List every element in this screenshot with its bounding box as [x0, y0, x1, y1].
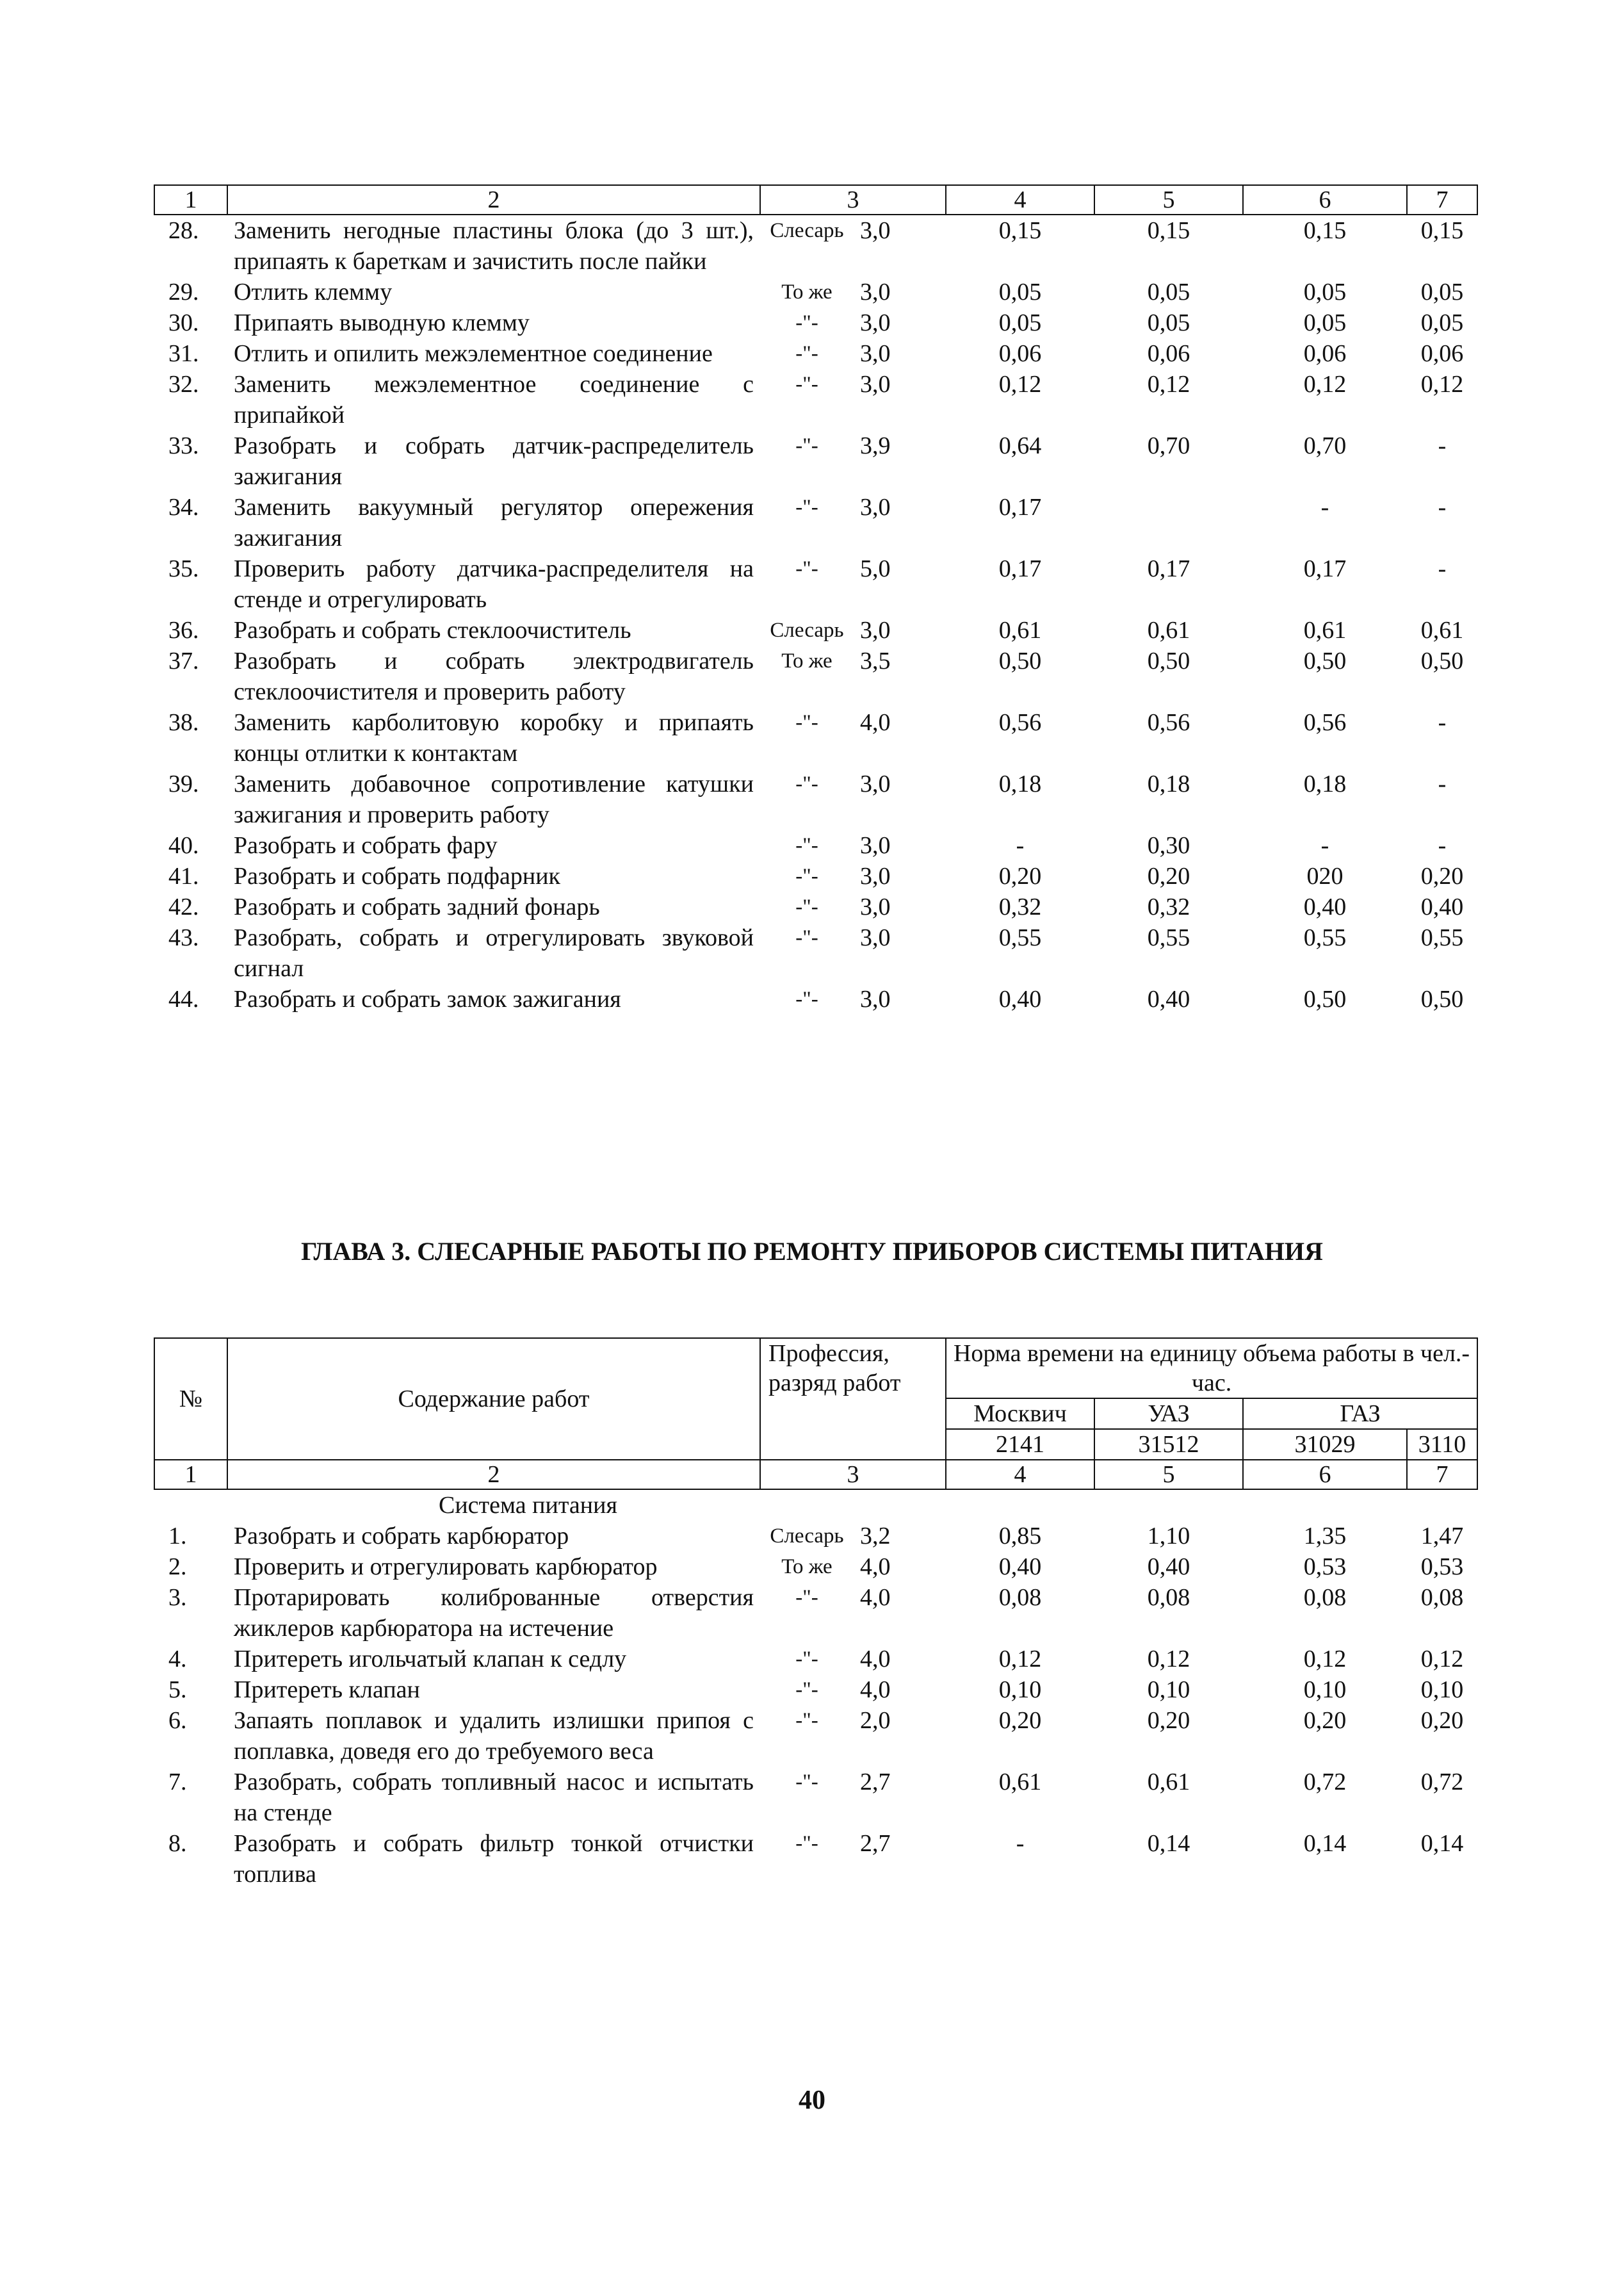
row-number: 42.	[168, 894, 199, 920]
norm-value: 0,61	[1147, 1769, 1190, 1795]
norm-value: 0,10	[998, 1676, 1042, 1703]
profession: Слесарь	[770, 219, 844, 242]
norm-value: 0,18	[1147, 771, 1190, 797]
work-description: Разобрать и собрать электродвигатель стеклоочистителя и проверить работу	[234, 648, 754, 705]
norm-value: 0,40	[998, 1553, 1042, 1580]
work-description: Заменить карболитовую коробку и припаять концы отлитки к контактам	[234, 709, 754, 767]
grade: 4,0	[860, 1646, 891, 1672]
table-row	[154, 1644, 1477, 1674]
profession: Слесарь	[770, 1524, 844, 1548]
section-title: Система питания	[439, 1492, 617, 1519]
norm-value: 0,55	[998, 924, 1042, 951]
profession: -"-	[795, 1832, 818, 1855]
table-row	[154, 307, 1477, 338]
norm-value: 0,61	[1147, 617, 1190, 644]
work-description: Заменить межэлементное соединение с припайкой	[234, 371, 754, 429]
table-row	[154, 1705, 1477, 1767]
row-number: 33.	[168, 432, 199, 459]
row-number: 3.	[168, 1584, 187, 1611]
header-uaz-model: 31512	[1094, 1429, 1243, 1460]
norm-value: 0,15	[998, 217, 1042, 244]
table-row	[154, 430, 1477, 492]
row-number: 40.	[168, 832, 199, 859]
norm-value: 0,40	[1147, 986, 1190, 1013]
norm-value: 0,72	[1420, 1769, 1464, 1795]
section-row	[154, 1489, 1477, 1521]
grade: 3,0	[860, 309, 891, 336]
row-number: 34.	[168, 494, 199, 521]
norm-value: 0,20	[998, 1707, 1042, 1734]
norm-value: 1,10	[1147, 1523, 1190, 1549]
work-description: Разобрать, собрать топливный насос и испытать на стенде	[234, 1769, 754, 1826]
profession: -"-	[795, 926, 818, 949]
grade: 4,0	[860, 709, 891, 736]
profession: -"-	[795, 311, 818, 334]
table-row	[154, 277, 1477, 307]
grade: 3,0	[860, 340, 891, 367]
row-number: 7.	[168, 1769, 187, 1795]
norm-value: 0,85	[998, 1523, 1042, 1549]
grade: 4,0	[860, 1676, 891, 1703]
grade: 4,0	[860, 1553, 891, 1580]
norm-value: 0,05	[1147, 279, 1190, 306]
col-number: 2	[227, 185, 760, 215]
table-row	[154, 553, 1477, 615]
norm-value: 0,18	[998, 771, 1042, 797]
norm-value: 0,20	[1147, 1707, 1190, 1734]
table-row	[154, 1582, 1477, 1644]
header-norm: Норма времени на единицу объема работы в чел.-час.	[946, 1338, 1477, 1398]
table-row	[154, 830, 1477, 861]
norm-value: -	[1016, 832, 1025, 859]
norm-value: 0,72	[1303, 1769, 1347, 1795]
norm-value: 0,17	[1147, 555, 1190, 582]
row-number: 44.	[168, 986, 199, 1013]
header-profession: Профессия, разряд работ	[760, 1338, 946, 1460]
header-gaz-model-1: 31029	[1243, 1429, 1407, 1460]
table-row	[154, 707, 1477, 769]
work-description: Заменить вакуумный регулятор опережения зажигания	[234, 494, 754, 552]
col-number: 5	[1094, 1460, 1243, 1489]
work-description: Разобрать и собрать карбюратор	[234, 1523, 569, 1549]
work-description: Разобрать, собрать и отрегулировать звуковой сигнал	[234, 924, 754, 982]
profession: -"-	[795, 557, 818, 580]
table-row	[154, 892, 1477, 922]
norm-value: 0,61	[998, 617, 1042, 644]
profession: -"-	[795, 711, 818, 734]
norm-value: 0,61	[998, 1769, 1042, 1795]
norm-value: 0,20	[998, 863, 1042, 890]
row-number: 30.	[168, 309, 199, 336]
norm-value: 0,55	[1147, 924, 1190, 951]
col-number: 4	[946, 185, 1094, 215]
row-number: 31.	[168, 340, 199, 367]
norm-value: -	[1438, 771, 1447, 797]
grade: 3,0	[860, 217, 891, 244]
row-number: 35.	[168, 555, 199, 582]
norm-value: 0,12	[1147, 371, 1190, 398]
norm-value: 0,05	[1147, 309, 1190, 336]
norm-value: 0,50	[1420, 648, 1464, 674]
norm-value: -	[1438, 832, 1447, 859]
profession: -"-	[795, 1586, 818, 1609]
norm-value: 0,15	[1420, 217, 1464, 244]
row-number: 4.	[168, 1646, 187, 1672]
header-uaz: УАЗ	[1094, 1398, 1243, 1429]
table-row	[154, 615, 1477, 646]
profession: -"-	[795, 434, 818, 457]
table-row	[154, 1767, 1477, 1828]
norm-value: -	[1016, 1830, 1025, 1857]
work-description: Заменить негодные пластины блока (до 3 шт.), припаять к бареткам и зачистить после пайки	[234, 217, 754, 275]
table-row	[154, 492, 1477, 553]
norm-value: 0,53	[1420, 1553, 1464, 1580]
norm-value: 0,12	[1147, 1646, 1190, 1672]
grade: 2,0	[860, 1707, 891, 1734]
table-row	[154, 1551, 1477, 1582]
work-description: Притереть игольчатый клапан к седлу	[234, 1646, 627, 1672]
grade: 3,0	[860, 279, 891, 306]
work-description: Протарировать колиброванные отверстия жиклеров карбюратора на истечение	[234, 1584, 754, 1642]
grade: 3,0	[860, 771, 891, 797]
profession: -"-	[795, 772, 818, 796]
table-row	[154, 1521, 1477, 1551]
page-number: 40	[799, 2086, 825, 2115]
norm-value: 1,47	[1420, 1523, 1464, 1549]
col-number: 3	[760, 1460, 946, 1489]
table-row	[154, 922, 1477, 984]
norm-value: 0,53	[1303, 1553, 1347, 1580]
row-number: 28.	[168, 217, 199, 244]
grade: 3,9	[860, 432, 891, 459]
row-number: 2.	[168, 1553, 187, 1580]
work-description: Разобрать и собрать задний фонарь	[234, 894, 600, 920]
norm-value: 0,50	[1147, 648, 1190, 674]
norm-value: 0,14	[1303, 1830, 1347, 1857]
norm-value: 0,50	[998, 648, 1042, 674]
table-row	[154, 1828, 1477, 1890]
grade: 2,7	[860, 1830, 891, 1857]
norm-value: 0,50	[1420, 986, 1464, 1013]
norm-value: 0,18	[1303, 771, 1347, 797]
grade: 3,5	[860, 648, 891, 674]
norm-value: 0,55	[1303, 924, 1347, 951]
norm-value: 0,05	[998, 309, 1042, 336]
profession: -"-	[795, 988, 818, 1011]
row-number: 41.	[168, 863, 199, 890]
norm-value: 0,56	[1147, 709, 1190, 736]
row-number: 43.	[168, 924, 199, 951]
table-row	[154, 984, 1477, 1015]
work-description: Притереть клапан	[234, 1676, 420, 1703]
work-description: Разобрать и собрать замок зажигания	[234, 986, 621, 1013]
norm-value: 0,32	[998, 894, 1042, 920]
chapter-title: ГЛАВА 3. СЛЕСАРНЫЕ РАБОТЫ ПО РЕМОНТУ ПРИБОРОВ СИСТЕМЫ ПИТАНИЯ	[301, 1237, 1323, 1266]
header-row-1	[154, 1338, 1477, 1398]
work-description: Припаять выводную клемму	[234, 309, 530, 336]
work-description: Проверить работу датчика-распределителя на стенде и отрегулировать	[234, 555, 754, 613]
row-number: 29.	[168, 279, 199, 306]
norm-value: 0,17	[998, 494, 1042, 521]
norm-value: 0,20	[1420, 1707, 1464, 1734]
grade: 3,0	[860, 924, 891, 951]
col-number: 6	[1243, 1460, 1407, 1489]
grade: 5,0	[860, 555, 891, 582]
col-number: 7	[1407, 1460, 1477, 1489]
norm-value: 0,05	[1420, 309, 1464, 336]
norm-value: 0,17	[998, 555, 1042, 582]
work-description: Запаять поплавок и удалить излишки припоя с поплавка, доведя его до требуемого веса	[234, 1707, 754, 1765]
norm-value: 0,05	[998, 279, 1042, 306]
norm-value: 0,06	[1303, 340, 1347, 367]
row-number: 39.	[168, 771, 199, 797]
norm-value: 0,06	[998, 340, 1042, 367]
table-row	[154, 769, 1477, 830]
header-gaz-model-2: 3110	[1407, 1429, 1477, 1460]
norm-value: 0,12	[998, 371, 1042, 398]
col-number: 3	[760, 185, 946, 215]
row-number: 36.	[168, 617, 199, 644]
norm-value: 0,06	[1420, 340, 1464, 367]
norm-value: 0,12	[1420, 1646, 1464, 1672]
norm-value: -	[1320, 832, 1329, 859]
norm-value: -	[1438, 555, 1447, 582]
grade: 4,0	[860, 1584, 891, 1611]
work-description: Разобрать и собрать стеклоочиститель	[234, 617, 631, 644]
row-number: 8.	[168, 1830, 187, 1857]
norm-value: 0,30	[1147, 832, 1190, 859]
norm-value: 0,56	[998, 709, 1042, 736]
norm-value: 0,12	[1303, 371, 1347, 398]
row-number: 1.	[168, 1523, 187, 1549]
norm-value: 0,64	[998, 432, 1042, 459]
norm-value: 0,14	[1420, 1830, 1464, 1857]
column-number-row	[154, 1460, 1477, 1489]
norm-value: 0,08	[1147, 1584, 1190, 1611]
work-description: Разобрать и собрать датчик-распределитель зажигания	[234, 432, 754, 490]
work-description: Разобрать и собрать фильтр тонкой отчистки топлива	[234, 1830, 754, 1888]
norm-value: 0,14	[1147, 1830, 1190, 1857]
header-moskvich: Москвич	[946, 1398, 1094, 1429]
norm-value: 0,20	[1420, 863, 1464, 890]
row-number: 38.	[168, 709, 199, 736]
header-moskvich-model: 2141	[946, 1429, 1094, 1460]
profession: -"-	[795, 373, 818, 396]
norm-value: 0,17	[1303, 555, 1347, 582]
table-row	[154, 369, 1477, 430]
col-number: 6	[1243, 185, 1407, 215]
grade: 3,0	[860, 863, 891, 890]
work-description: Разобрать и собрать фару	[234, 832, 498, 859]
grade: 3,0	[860, 617, 891, 644]
norm-value: 0,05	[1420, 279, 1464, 306]
grade: 3,0	[860, 371, 891, 398]
grade: 3,2	[860, 1523, 891, 1549]
norm-value: 0,05	[1303, 279, 1347, 306]
header-number: №	[154, 1338, 227, 1460]
row-number: 37.	[168, 648, 199, 674]
norm-value: 0,56	[1303, 709, 1347, 736]
norm-value: 0,61	[1303, 617, 1347, 644]
profession: -"-	[795, 1678, 818, 1701]
norm-value: 0,08	[1303, 1584, 1347, 1611]
norm-value: 0,32	[1147, 894, 1190, 920]
grade: 3,0	[860, 494, 891, 521]
norm-value: 0,06	[1147, 340, 1190, 367]
norm-value: 0,40	[1147, 1553, 1190, 1580]
norm-value: 0,40	[998, 986, 1042, 1013]
row-number: 6.	[168, 1707, 187, 1734]
col-number: 1	[154, 185, 227, 215]
header-content: Содержание работ	[227, 1338, 760, 1460]
profession: -"-	[795, 496, 818, 519]
norm-value	[1094, 492, 1243, 553]
norm-value: -	[1320, 494, 1329, 521]
norm-value: 020	[1306, 863, 1344, 890]
work-description: Разобрать и собрать подфарник	[234, 863, 560, 890]
grade: 3,0	[860, 986, 891, 1013]
profession: Слесарь	[770, 619, 844, 642]
work-description: Отлить и опилить межэлементное соединение	[234, 340, 713, 367]
norm-value: 0,40	[1420, 894, 1464, 920]
norm-value: 0,50	[1303, 986, 1347, 1013]
table-row	[154, 1674, 1477, 1705]
norm-value: 0,15	[1147, 217, 1190, 244]
norm-value: 0,55	[1420, 924, 1464, 951]
norm-value: 0,15	[1303, 217, 1347, 244]
profession: -"-	[795, 1647, 818, 1671]
header-gaz: ГАЗ	[1243, 1398, 1477, 1429]
norm-value: 0,40	[1303, 894, 1347, 920]
table-row	[154, 861, 1477, 892]
norm-value: 0,05	[1303, 309, 1347, 336]
col-number: 4	[946, 1460, 1094, 1489]
norm-value: 0,50	[1303, 648, 1347, 674]
profession: -"-	[795, 1770, 818, 1794]
norm-value: 0,20	[1147, 863, 1190, 890]
norm-value: 0,12	[1420, 371, 1464, 398]
norm-value: 0,08	[998, 1584, 1042, 1611]
table-continuation	[154, 184, 1478, 1015]
norm-value: 0,12	[1303, 1646, 1347, 1672]
grade: 3,0	[860, 832, 891, 859]
norm-value: 0,70	[1303, 432, 1347, 459]
norm-value: -	[1438, 432, 1447, 459]
profession: То же	[781, 1555, 832, 1578]
norm-value: 0,12	[998, 1646, 1042, 1672]
norm-value: 0,20	[1303, 1707, 1347, 1734]
norm-value: 1,35	[1303, 1523, 1347, 1549]
norm-value: 0,08	[1420, 1584, 1464, 1611]
col-number: 5	[1094, 185, 1243, 215]
profession: -"-	[795, 342, 818, 365]
profession: -"-	[795, 865, 818, 888]
row-number: 32.	[168, 371, 199, 398]
norm-value: 0,70	[1147, 432, 1190, 459]
grade: 2,7	[860, 1769, 891, 1795]
grade: 3,0	[860, 894, 891, 920]
norm-value: 0,10	[1303, 1676, 1347, 1703]
norm-value: 0,10	[1147, 1676, 1190, 1703]
col-number: 2	[227, 1460, 760, 1489]
norm-value: 0,61	[1420, 617, 1464, 644]
table-row	[154, 338, 1477, 369]
row-number: 5.	[168, 1676, 187, 1703]
profession: То же	[781, 281, 832, 304]
norm-value: -	[1438, 709, 1447, 736]
col-number: 1	[154, 1460, 227, 1489]
column-number-row	[154, 185, 1477, 215]
norm-value: -	[1438, 494, 1447, 521]
profession: -"-	[795, 895, 818, 919]
work-description: Заменить добавочное сопротивление катушки зажигания и проверить работу	[234, 771, 754, 828]
col-number: 7	[1407, 185, 1477, 215]
profession: То же	[781, 650, 832, 673]
profession: -"-	[795, 1709, 818, 1732]
table-fuel-system	[154, 1337, 1478, 1890]
table-row	[154, 215, 1477, 277]
table-row	[154, 646, 1477, 707]
norm-value: 0,10	[1420, 1676, 1464, 1703]
profession: -"-	[795, 834, 818, 857]
work-description: Проверить и отрегулировать карбюратор	[234, 1553, 658, 1580]
work-description: Отлить клемму	[234, 279, 393, 306]
